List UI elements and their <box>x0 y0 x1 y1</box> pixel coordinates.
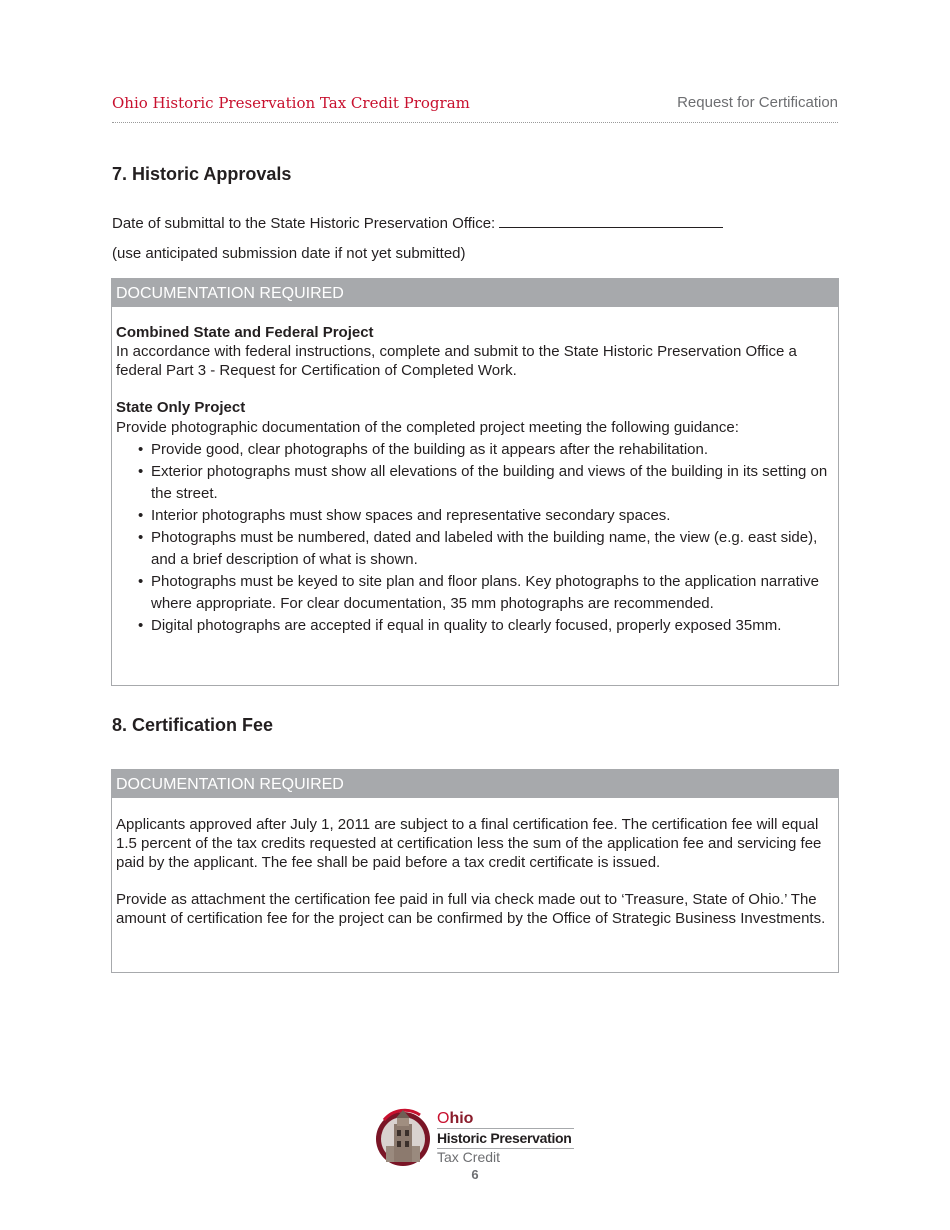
doc-box-heading: DOCUMENTATION REQUIRED <box>112 770 838 798</box>
date-submittal-note: (use anticipated submission date if not yet submitted) <box>112 245 466 262</box>
fee-paragraph-1: Applicants approved after July 1, 2011 are subject to a final certification fee. The certification fee will equal 1.5 percent of the tax credits requested at certification less the sum of the application fee and servicing fee paid by the applicant. The fee shall be paid before a tax credit certificate is issued. <box>116 816 822 871</box>
courthouse-emblem-icon <box>374 1108 434 1168</box>
historic-approvals-doc-box <box>111 278 839 686</box>
doc-box-heading: DOCUMENTATION REQUIRED <box>112 279 838 307</box>
date-submittal-row <box>112 214 723 232</box>
section-8-title: 8. Certification Fee <box>112 715 274 735</box>
program-title: Ohio Historic Preservation Tax Credit Program <box>112 94 470 112</box>
section-7-title: 7. Historic Approvals <box>112 164 292 184</box>
date-submittal-label: Date of submittal to the State Historic Preservation Office: <box>112 215 496 232</box>
logo-ohio-text: Ohio <box>437 1110 474 1127</box>
state-project-heading: State Only Project <box>116 399 246 416</box>
date-submittal-field[interactable] <box>499 214 723 228</box>
state-project-text: Provide photographic documentation of the completed project meeting the following guidance: <box>116 419 739 436</box>
fee-paragraph-2: Provide as attachment the certification fee paid in full via check made out to ‘Treasure, State of Ohio.’ The amount of certification fee for the project can be confirmed by the Office of Strategic Business Investments. <box>116 891 826 927</box>
logo-line-3: Tax Credit <box>437 1149 501 1165</box>
guidance-list <box>116 439 834 637</box>
doc-box-body <box>112 307 838 637</box>
logo-line-2: Historic Preservation <box>437 1130 572 1146</box>
page-number: 6 <box>471 1167 479 1182</box>
list-item: • Photographs must be numbered, dated and labeled with the building name, the view (e.g. east side), and a brief description of what is shown. <box>138 527 834 571</box>
list-item: • Interior photographs must show spaces and representative secondary spaces. <box>138 505 834 527</box>
combined-project-heading: Combined State and Federal Project <box>116 324 374 341</box>
doc-box-body <box>112 798 838 928</box>
combined-project-text: In accordance with federal instructions, complete and submit to the State Historic Preservation Office a federal Part 3 - Request for Certification of Completed Work. <box>116 343 797 379</box>
list-item: • Exterior photographs must show all elevations of the building and views of the building in its setting on the street. <box>138 461 834 505</box>
list-item: • Provide good, clear photographs of the building as it appears after the rehabilitation. <box>138 439 834 461</box>
logo-divider <box>437 1128 574 1129</box>
certification-fee-doc-box <box>111 769 839 973</box>
page-header <box>112 92 838 123</box>
list-item: • Digital photographs are accepted if equal in quality to clearly focused, properly exposed 35mm. <box>138 615 834 637</box>
document-title: Request for Certification <box>677 94 838 111</box>
list-item: • Photographs must be keyed to site plan and floor plans. Key photographs to the application narrative where appropriate. For clear documentation, 35 mm photographs are recommended. <box>138 571 834 615</box>
program-logo <box>374 1108 580 1170</box>
